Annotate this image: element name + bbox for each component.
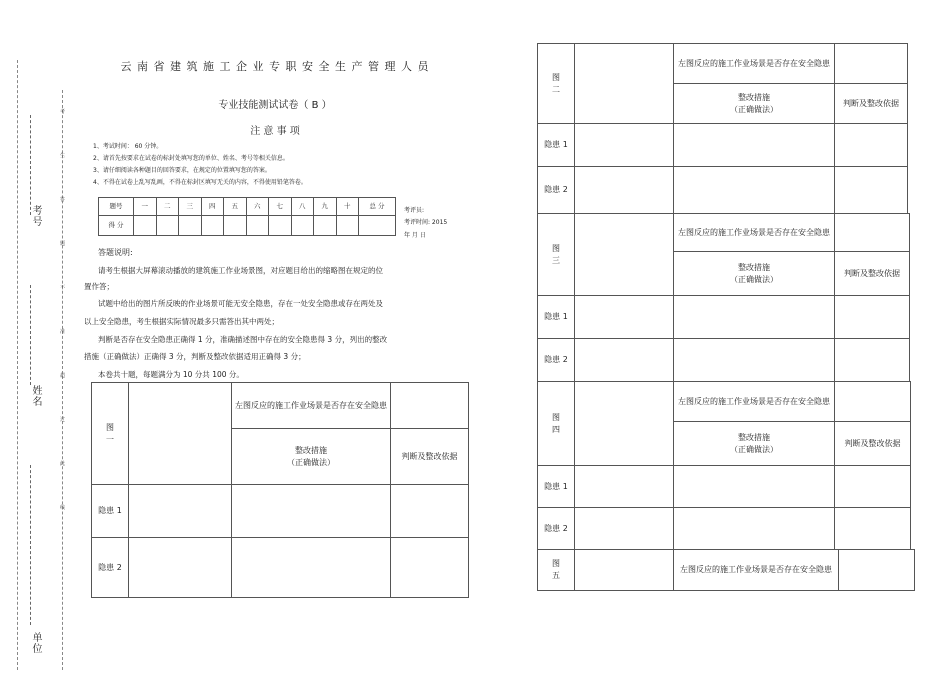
note-line: 4、不得在试卷上乱写乱画，不得在标封区填写无关的内容，不得使用铅笔答卷。 (93, 179, 307, 186)
measure-answer-cell[interactable] (232, 538, 391, 598)
measure-answer-cell[interactable] (674, 167, 835, 214)
score-header-cell: 七 (269, 198, 292, 216)
score-row-label: 得 分 (99, 216, 134, 236)
figure-label: 图 四 (538, 382, 575, 466)
measure-header: 整改措施 （正确做法） (674, 422, 835, 466)
hazard-answer-cell[interactable] (129, 538, 232, 598)
score-header-cell: 四 (201, 198, 224, 216)
figure-label: 图 五 (538, 550, 575, 591)
basis-answer-cell[interactable] (391, 485, 469, 538)
figure-label: 图 一 (92, 383, 129, 485)
hazard-2-label: 隐患 2 (538, 339, 575, 382)
figure-4-table (537, 381, 911, 550)
score-header-cell: 九 (314, 198, 337, 216)
hint-char: 超 (60, 373, 66, 379)
score-cell[interactable] (179, 216, 202, 236)
figure-label: 图 三 (538, 214, 575, 296)
figure-thumbnail-cell (575, 214, 674, 296)
notice-heading: 注 意 事 项 (250, 126, 300, 137)
instruction-line: 置作答； (84, 282, 114, 291)
basis-header: 判断及整改依据 (835, 422, 911, 466)
score-header-cell: 一 (134, 198, 157, 216)
figure-3-table (537, 213, 910, 382)
score-cell[interactable] (269, 216, 292, 236)
hazard-1-label: 隐患 1 (538, 124, 575, 167)
figure-thumbnail-cell (575, 550, 674, 591)
exam-title: 云 南 省 建 筑 施 工 企 业 专 职 安 全 生 产 管 理 人 员 (120, 60, 430, 73)
fill-line (30, 465, 32, 625)
score-header-cell: 六 (246, 198, 269, 216)
figure-thumbnail-cell (575, 44, 674, 124)
hint-char: 生 (60, 153, 66, 159)
exam-subtitle: 专业技能测试试卷（ B ） (218, 100, 332, 111)
exists-answer-cell[interactable] (835, 382, 911, 422)
hazard-2-label: 隐患 2 (92, 538, 129, 598)
measure-answer-cell[interactable] (674, 296, 835, 339)
measure-answer-cell[interactable] (674, 466, 835, 508)
score-header-cell: 八 (291, 198, 314, 216)
review-date: 年 月 日 (404, 232, 426, 239)
score-table (98, 197, 396, 236)
instruction-line: 判断是否存在安全隐患正确得 1 分，准确描述图中存在的安全隐患得 3 分，列出的整改 (98, 335, 388, 344)
reviewer-label: 考评员: (404, 207, 425, 214)
basis-answer-cell[interactable] (835, 466, 911, 508)
figure-5-table (537, 549, 915, 591)
exists-answer-cell[interactable] (839, 550, 915, 591)
exists-question: 左图反应的施工作业场景是否存在安全隐患 (674, 382, 835, 422)
binding-label-exam-no: 考号 (30, 205, 41, 227)
fill-line (30, 285, 32, 385)
score-cell[interactable] (134, 216, 157, 236)
instruction-line: 本卷共十题，每题满分为 10 分共 100 分。 (98, 370, 244, 379)
hazard-2-label: 隐患 2 (538, 167, 575, 214)
exists-answer-cell[interactable] (391, 383, 469, 429)
binding-edge-line (17, 60, 18, 670)
binding-label-unit: 单位 (30, 632, 41, 654)
measure-answer-cell[interactable] (674, 508, 835, 550)
hint-char: 题 (60, 241, 66, 247)
score-cell[interactable] (291, 216, 314, 236)
measure-header: 整改措施 （正确做法） (674, 252, 835, 296)
fill-line (30, 115, 32, 215)
hazard-answer-cell[interactable] (575, 508, 674, 550)
figure-thumbnail-cell (129, 383, 232, 485)
figure-2-table (537, 43, 908, 214)
basis-header: 判断及整改依据 (835, 252, 910, 296)
hint-char: 准 (60, 329, 66, 335)
score-cell[interactable] (246, 216, 269, 236)
instructions-heading: 答题说明: (98, 248, 133, 257)
hazard-1-label: 隐患 1 (92, 485, 129, 538)
measure-header: 整改措施 （正确做法） (232, 429, 391, 485)
hazard-1-label: 隐患 1 (538, 466, 575, 508)
basis-answer-cell[interactable] (835, 124, 908, 167)
basis-answer-cell[interactable] (835, 339, 910, 382)
note-line: 2、请首先按要求在试卷的标封处填写您的单位、姓名、考号等相关信息。 (93, 155, 289, 162)
hazard-answer-cell[interactable] (575, 124, 674, 167)
basis-header: 判断及整改依据 (835, 84, 908, 124)
score-cell[interactable] (359, 216, 396, 236)
hint-char: 不 (60, 285, 66, 291)
hazard-answer-cell[interactable] (129, 485, 232, 538)
score-header-cell: 三 (179, 198, 202, 216)
hazard-2-label: 隐患 2 (538, 508, 575, 550)
exists-answer-cell[interactable] (835, 44, 908, 84)
note-line: 1、考试时间： 60 分钟。 (93, 143, 163, 150)
exists-answer-cell[interactable] (835, 214, 910, 252)
score-cell[interactable] (336, 216, 359, 236)
measure-answer-cell[interactable] (674, 124, 835, 167)
basis-header: 判断及整改依据 (391, 429, 469, 485)
exists-question: 左图反应的施工作业场景是否存在安全隐患 (232, 383, 391, 429)
hint-char: 过 (60, 417, 66, 423)
figure-1-table (91, 382, 469, 598)
score-cell[interactable] (314, 216, 337, 236)
figure-label: 图 二 (538, 44, 575, 124)
score-header-cell: 题号 (99, 198, 134, 216)
basis-answer-cell[interactable] (835, 167, 908, 214)
note-line: 3、请仔细阅读各种题目的回答要求，在规定的位置填写您的答案。 (93, 167, 271, 174)
hazard-answer-cell[interactable] (575, 167, 674, 214)
measure-answer-cell[interactable] (674, 339, 835, 382)
basis-answer-cell[interactable] (391, 538, 469, 598)
hazard-answer-cell[interactable] (575, 466, 674, 508)
basis-answer-cell[interactable] (835, 508, 911, 550)
score-cell[interactable] (156, 216, 179, 236)
figure-thumbnail-cell (575, 382, 674, 466)
instruction-line: 措施（正确做法）正确得 3 分，判断及整改依据适用正确得 3 分； (84, 352, 306, 361)
basis-answer-cell[interactable] (835, 296, 910, 339)
exists-question: 左图反应的施工作业场景是否存在安全隐患 (674, 44, 835, 84)
binding-label-name: 姓名 (30, 385, 41, 407)
hint-char: 线 (60, 505, 66, 511)
score-header-cell: 五 (224, 198, 247, 216)
hazard-answer-cell[interactable] (575, 339, 674, 382)
exists-question: 左图反应的施工作业场景是否存在安全隐患 (674, 214, 835, 252)
instruction-line: 请考生根据大屏幕滚动播放的建筑施工作业场景图，对应题目给出的缩略图在规定的位 (98, 266, 383, 275)
review-time: 考评时间: 2015 (404, 219, 448, 226)
score-cell[interactable] (201, 216, 224, 236)
instruction-line: 以上安全隐患，考生根据实际情况最多只需答出其中两处； (84, 317, 279, 326)
hazard-1-label: 隐患 1 (538, 296, 575, 339)
score-cell[interactable] (224, 216, 247, 236)
score-header-cell: 总 分 (359, 198, 396, 216)
exists-question: 左图反应的施工作业场景是否存在安全隐患 (674, 550, 839, 591)
score-header-cell: 十 (336, 198, 359, 216)
hazard-answer-cell[interactable] (575, 296, 674, 339)
score-header-cell: 二 (156, 198, 179, 216)
instruction-line: 试题中给出的图片所反映的作业场景可能无安全隐患，存在一处安全隐患或存在两处及 (98, 299, 383, 308)
hint-char: 此 (60, 461, 66, 467)
hint-char: 答 (60, 197, 66, 203)
measure-answer-cell[interactable] (232, 485, 391, 538)
measure-header: 整改措施 （正确做法） (674, 84, 835, 124)
hint-char: 考 (60, 109, 66, 115)
binding-line (60, 90, 66, 670)
